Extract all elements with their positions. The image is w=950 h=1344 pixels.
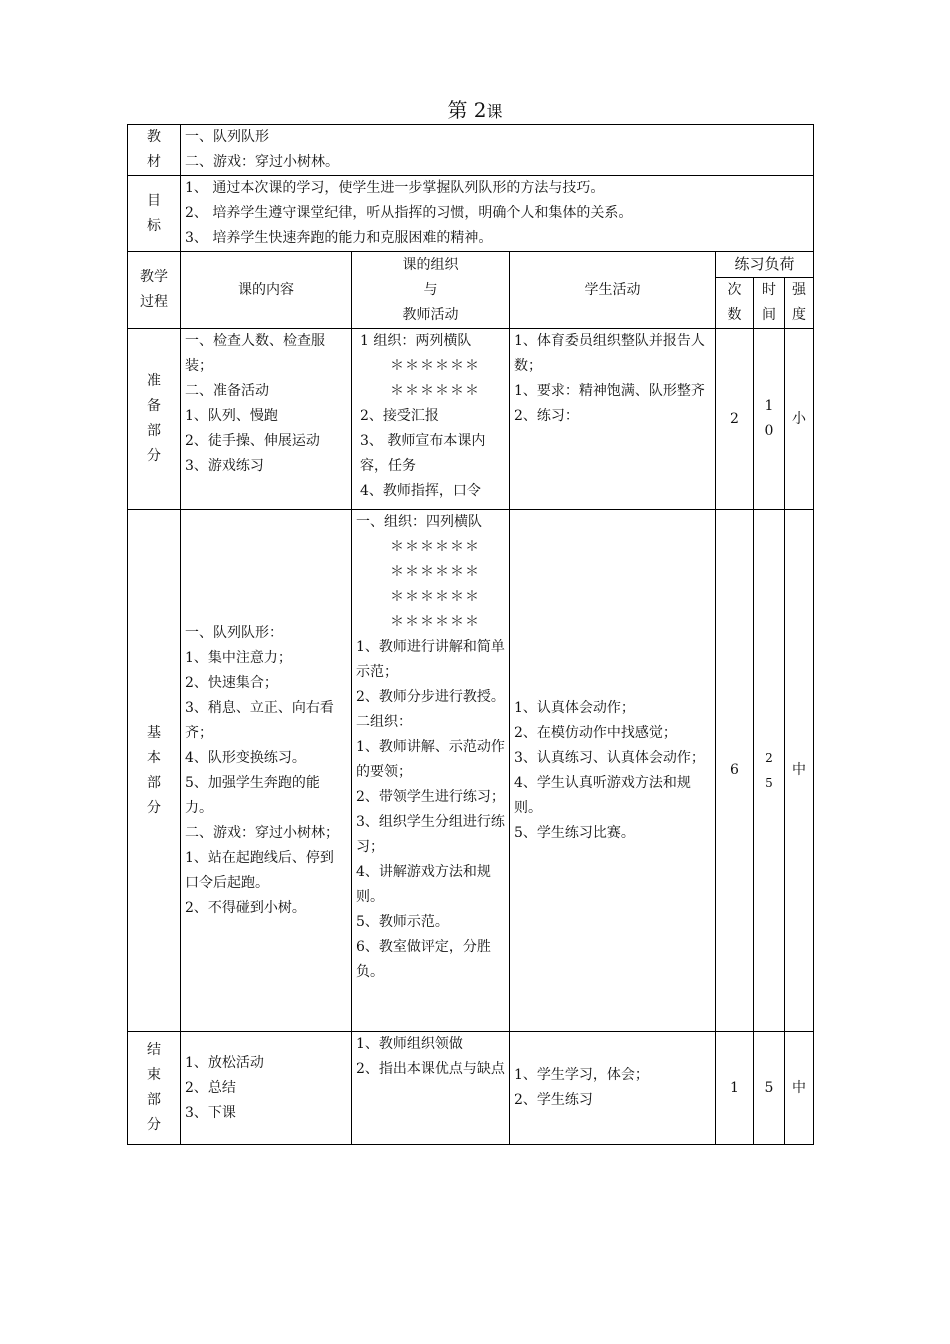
header-row-1 bbox=[128, 252, 814, 278]
basic-org: 一、组织：四列横队 ＊＊＊＊＊＊ ＊＊＊＊＊＊ ＊＊＊＊＊＊ ＊＊＊＊＊＊ 1、教师进行讲解和简单示范； 2、教师分步进行教授。 二组织： 1、教师讲解、示范动作的要领； 2、带领学生进行练习； 3、组织学生分组进行练习； 4、讲解游戏方法和规则。 5、教师示范。 6、教室做评定，分胜负。 bbox=[352, 510, 510, 1032]
header-intensity: 强 度 bbox=[785, 278, 814, 329]
prep-label: 准 备 部 分 bbox=[128, 329, 181, 510]
prep-duration: 1 0 bbox=[754, 329, 785, 510]
end-duration: 5 bbox=[754, 1032, 785, 1145]
basic-intensity: 中 bbox=[785, 510, 814, 1032]
header-load: 练习负荷 bbox=[716, 252, 814, 278]
basic-times: 6 bbox=[716, 510, 754, 1032]
prep-times: 2 bbox=[716, 329, 754, 510]
title-suffix: 课 bbox=[486, 102, 503, 121]
end-student: 1、学生学习，体会； 2、学生练习 bbox=[510, 1032, 716, 1145]
mubiao-content: 1、 通过本次课的学习，使学生进一步掌握队列队形的方法与技巧。 2、 培养学生遵守课堂纪律，听从指挥的习惯，明确个人和集体的关系。 3、 培养学生快速奔跑的能力和克服困难的精神。 bbox=[181, 176, 814, 252]
jiaocai-content: 一、队列队形 二、游戏：穿过小树林。 bbox=[181, 125, 814, 176]
basic-student: 1、认真体会动作； 2、在模仿动作中找感觉； 3、认真练习、认真体会动作； 4、学生认真听游戏方法和规则。 5、学生练习比赛。 bbox=[510, 510, 716, 1032]
title-main: 第 2 bbox=[447, 98, 487, 122]
prep-intensity: 小 bbox=[785, 329, 814, 510]
header-student: 学生活动 bbox=[510, 252, 716, 329]
page-title bbox=[0, 96, 950, 126]
prep-row bbox=[128, 329, 814, 510]
end-content: 1、放松活动 2、总结 3、下课 bbox=[181, 1032, 352, 1145]
jiaocai-row bbox=[128, 125, 814, 176]
mubiao-label: 目 标 bbox=[128, 176, 181, 252]
prep-content: 一、检查人数、检查服装； 二、准备活动 1、队列、慢跑 2、徒手操、伸展运动 3、游戏练习 bbox=[181, 329, 352, 510]
basic-label: 基 本 部 分 bbox=[128, 510, 181, 1032]
end-times: 1 bbox=[716, 1032, 754, 1145]
header-times: 次 数 bbox=[716, 278, 754, 329]
prep-student: 1、体育委员组织整队并报告人数； 1、要求：精神饱满、队形整齐 2、练习： bbox=[510, 329, 716, 510]
header-org: 课的组织 与 教师活动 bbox=[352, 252, 510, 329]
basic-content: 一、队列队形： 1、集中注意力； 2、快速集合； 3、稍息、立正、向右看齐； 4、队形变换练习。 5、加强学生奔跑的能力。 二、游戏：穿过小树林； 1、站在起跑线后、停到口令后起跑。 2、不得碰到小树。 bbox=[181, 510, 352, 1032]
header-duration: 时 间 bbox=[754, 278, 785, 329]
end-row bbox=[128, 1032, 814, 1145]
basic-duration: 2 5 bbox=[754, 510, 785, 1032]
end-intensity: 中 bbox=[785, 1032, 814, 1145]
header-content: 课的内容 bbox=[181, 252, 352, 329]
prep-org: 1 组织：两列横队 ＊＊＊＊＊＊ ＊＊＊＊＊＊ 2、接受汇报 3、 教师宣布本课内容，任务 4、教师指挥，口令 bbox=[352, 329, 510, 510]
end-label: 结 束 部 分 bbox=[128, 1032, 181, 1145]
basic-row bbox=[128, 510, 814, 1032]
lesson-plan-table bbox=[127, 124, 814, 1145]
header-process: 教学 过程 bbox=[128, 252, 181, 329]
end-org: 1、教师组织领做 2、指出本课优点与缺点 bbox=[352, 1032, 510, 1145]
mubiao-row bbox=[128, 176, 814, 252]
jiaocai-label: 教 材 bbox=[128, 125, 181, 176]
